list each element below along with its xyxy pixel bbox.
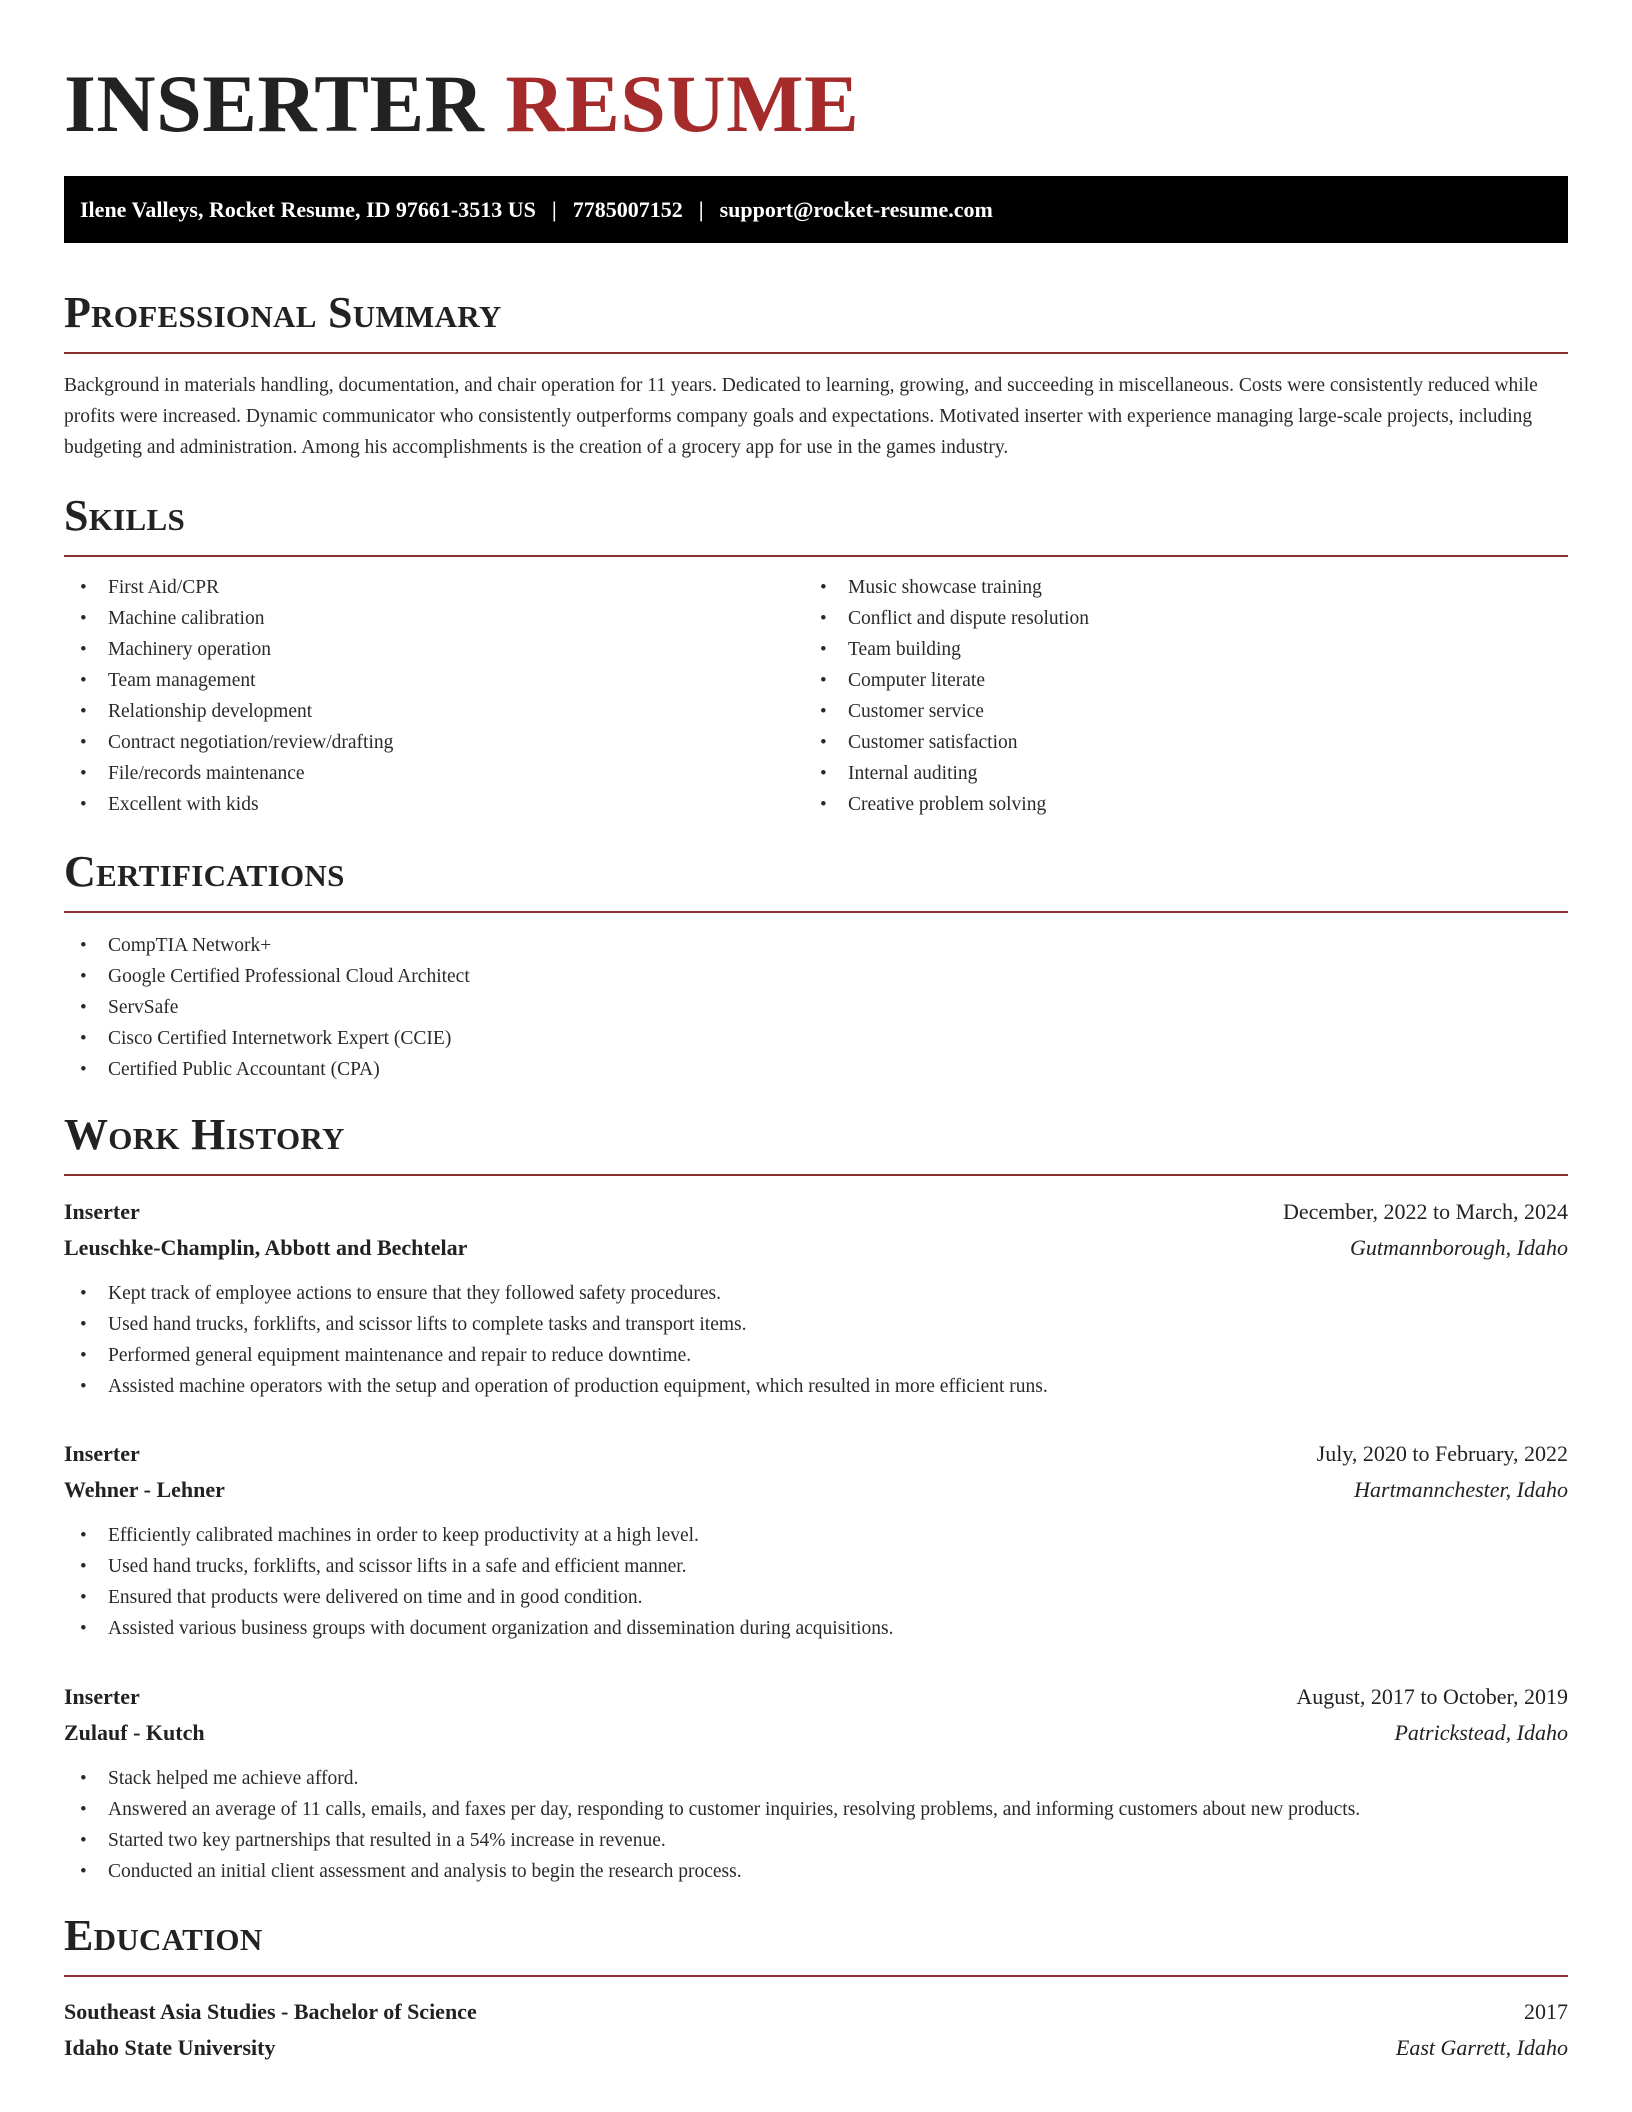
skill-item: • Music showcase training [804, 572, 1568, 603]
section-header-summary [64, 288, 1568, 354]
contact-bar [64, 176, 1568, 243]
skill-item: • Creative problem solving [804, 789, 1568, 820]
contact-address: Ilene Valleys, Rocket Resume, ID 97661-3513 US [80, 196, 536, 222]
certification-item: • Google Certified Professional Cloud Architect [64, 961, 1568, 992]
job-location: Gutmannborough, Idaho [1350, 1235, 1568, 1260]
certification-item: • Certified Public Accountant (CPA) [64, 1054, 1568, 1085]
job-duty: • Conducted an initial client assessment and analysis to begin the research process. [64, 1856, 1568, 1887]
title-main: INSERTER [64, 58, 485, 149]
job-entry [64, 1194, 1568, 1402]
skill-item: • Team building [804, 634, 1568, 665]
job-role: Inserter [64, 1684, 140, 1709]
summary-text: Background in materials handling, documentation, and chair operation for 11 years. Dedicated to learning, growing, and succeeding in miscellaneous. Costs were consistently reduced while profits were increased. Dynamic communicator who consistently outperforms company goals and expectations. Motivated inserter with experience managing large-scale projects, including budgeting and administration. Among his accomplishments is the creation of a grocery app for use in the games industry. [64, 375, 1538, 458]
job-duty: • Assisted various business groups with document organization and dissemination during acquisitions. [64, 1613, 1568, 1644]
education-entry [64, 1994, 1568, 2066]
job-role: Inserter [64, 1199, 140, 1224]
contact-separator: | [551, 196, 557, 222]
certification-item: • ServSafe [64, 992, 1568, 1023]
skill-item: • File/records maintenance [64, 758, 804, 789]
certification-item: • Cisco Certified Internetwork Expert (CCIE) [64, 1023, 1568, 1054]
section-header-work-history [64, 1110, 1568, 1176]
section-header-skills [64, 491, 1568, 557]
section-title: Education [64, 1911, 263, 1960]
contact-email: support@rocket-resume.com [719, 196, 993, 222]
skills-list-left [64, 572, 804, 820]
job-location: Hartmannchester, Idaho [1354, 1477, 1568, 1502]
education-year: 2017 [1524, 1999, 1568, 2024]
skill-item: • Excellent with kids [64, 789, 804, 820]
job-duty: • Performed general equipment maintenance and repair to reduce downtime. [64, 1340, 1568, 1371]
job-entry [64, 1679, 1568, 1887]
job-duty: • Stack helped me achieve afford. [64, 1763, 1568, 1794]
skill-item: • First Aid/CPR [64, 572, 804, 603]
section-title: Skills [64, 491, 186, 540]
job-duties-list [64, 1763, 1568, 1887]
job-entry [64, 1436, 1568, 1644]
skill-item: • Machine calibration [64, 603, 804, 634]
certification-item: • CompTIA Network+ [64, 930, 1568, 961]
section-title: Certifications [64, 847, 345, 896]
skill-item: • Relationship development [64, 696, 804, 727]
skill-item: • Machinery operation [64, 634, 804, 665]
job-dates: July, 2020 to February, 2022 [1316, 1441, 1568, 1466]
skill-item: • Customer service [804, 696, 1568, 727]
job-duties-list [64, 1520, 1568, 1644]
education-school: Idaho State University [64, 2035, 276, 2060]
skill-item: • Customer satisfaction [804, 727, 1568, 758]
job-company: Zulauf - Kutch [64, 1720, 205, 1745]
job-duty: • Answered an average of 11 calls, emails, and faxes per day, responding to customer inquiries, resolving problems, and informing customers about new products. [64, 1794, 1568, 1825]
skills-list-right [804, 572, 1568, 820]
skill-item: • Contract negotiation/review/drafting [64, 727, 804, 758]
job-dates: August, 2017 to October, 2019 [1296, 1684, 1568, 1709]
section-header-certifications [64, 847, 1568, 913]
contact-separator: | [698, 196, 704, 222]
job-duty: • Assisted machine operators with the setup and operation of production equipment, which resulted in more efficient runs. [64, 1371, 1568, 1402]
certifications-list [64, 930, 1568, 1085]
section-title: Work History [64, 1110, 345, 1159]
job-duty: • Used hand trucks, forklifts, and scissor lifts to complete tasks and transport items. [64, 1309, 1568, 1340]
title-accent: RESUME [505, 58, 860, 149]
skill-item: • Conflict and dispute resolution [804, 603, 1568, 634]
job-duty: • Ensured that products were delivered on time and in good condition. [64, 1582, 1568, 1613]
job-duty: • Kept track of employee actions to ensure that they followed safety procedures. [64, 1278, 1568, 1309]
skill-item: • Internal auditing [804, 758, 1568, 789]
resume-title [64, 56, 859, 152]
job-role: Inserter [64, 1441, 140, 1466]
job-company: Leuschke-Champlin, Abbott and Bechtelar [64, 1235, 468, 1260]
contact-phone: 7785007152 [572, 196, 683, 222]
skill-item: • Computer literate [804, 665, 1568, 696]
job-company: Wehner - Lehner [64, 1477, 225, 1502]
job-duty: • Efficiently calibrated machines in order to keep productivity at a high level. [64, 1520, 1568, 1551]
education-location: East Garrett, Idaho [1395, 2035, 1568, 2060]
job-location: Patrickstead, Idaho [1394, 1720, 1568, 1745]
job-duty: • Started two key partnerships that resulted in a 54% increase in revenue. [64, 1825, 1568, 1856]
job-duty: • Used hand trucks, forklifts, and scissor lifts in a safe and efficient manner. [64, 1551, 1568, 1582]
section-header-education [64, 1911, 1568, 1977]
section-title: Professional Summary [64, 288, 502, 337]
education-degree: Southeast Asia Studies - Bachelor of Science [64, 1999, 477, 2024]
skill-item: • Team management [64, 665, 804, 696]
job-duties-list [64, 1278, 1568, 1402]
job-dates: December, 2022 to March, 2024 [1282, 1199, 1568, 1224]
